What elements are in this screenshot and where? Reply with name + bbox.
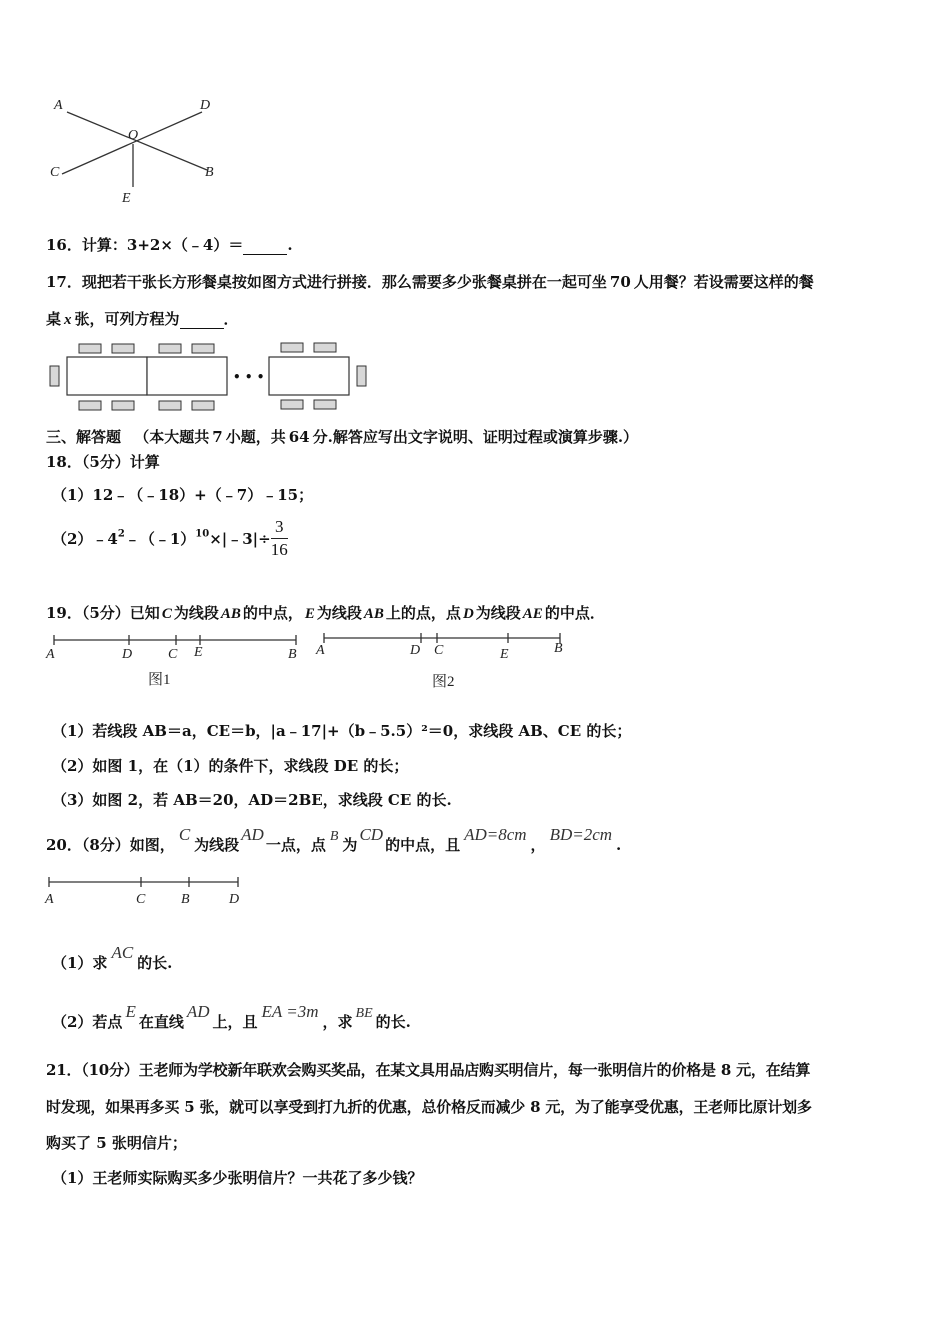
label-A: A	[54, 98, 63, 113]
q18-p2-sup2: 10	[195, 528, 210, 540]
question-19-head	[46, 602, 605, 623]
chair	[314, 400, 336, 409]
q20-t3: 为	[342, 836, 358, 854]
fraction-numerator: 3	[271, 518, 288, 539]
chair	[112, 344, 134, 353]
question-21-line3: 购买了 5 张明信片；	[46, 1134, 187, 1152]
section-3-n64: 64	[288, 428, 310, 446]
q20-p2a: （2）若点	[52, 1013, 123, 1031]
table-figure	[46, 340, 376, 415]
chair	[159, 344, 181, 353]
q19-C: C	[161, 606, 172, 622]
section-3-title: 三、解答题	[46, 428, 122, 446]
chair	[192, 401, 214, 410]
segment-figures-19	[40, 628, 580, 694]
q18-p2-mid: ﹣（﹣1）	[124, 530, 196, 548]
q19-AB2: AB	[363, 606, 384, 622]
chair	[192, 344, 214, 353]
fraction-denominator: 16	[270, 540, 288, 559]
chair	[314, 343, 336, 352]
q16-number: 16．	[46, 236, 82, 254]
table-rect	[147, 357, 227, 395]
section-3-note3: 分.解答应写出文字说明、证明过程或演算步骤.）	[312, 428, 639, 446]
q17-seventy: 70	[609, 273, 631, 291]
q17-end: ．	[223, 310, 239, 328]
q17-text-c: 桌	[46, 310, 62, 328]
question-17-line1	[46, 271, 814, 292]
q20-EA3: EA =3m	[261, 1002, 319, 1021]
q20-p1a: （1）求	[52, 954, 108, 972]
q20-CD: CD	[359, 825, 384, 844]
fig1-label-A: A	[46, 647, 55, 662]
question-20-part2	[52, 1002, 411, 1032]
q19-text-g: 的中点．	[544, 604, 605, 622]
question-18-part2	[52, 518, 288, 559]
question-20-part1	[52, 943, 173, 973]
fig20-label-B: B	[181, 892, 190, 907]
label-C: C	[50, 165, 60, 180]
q18-p2-pre: （2）﹣4	[52, 530, 118, 548]
label-O: O	[128, 128, 139, 143]
fig20-label-C: C	[136, 892, 146, 907]
chair	[281, 343, 303, 352]
label-B: B	[205, 165, 214, 180]
q20-head: 20．（8分）如图，	[46, 836, 175, 854]
angle-figure	[40, 92, 240, 210]
q19-D: D	[462, 606, 474, 622]
chair	[79, 344, 101, 353]
table-rect	[269, 357, 349, 395]
q18-p2-post: ×|﹣3|÷	[209, 530, 271, 548]
question-21-line2: 时发现，如果再多买 5 张，就可以享受到打九折的优惠，总价格反而减少 8 元，为了能享受优惠，王老师比原计划多	[46, 1098, 812, 1116]
q20-E: E	[125, 1002, 136, 1021]
q20-p2b: 在直线	[138, 1013, 184, 1031]
q19-E: E	[304, 606, 315, 622]
q20-p1b: 的长.	[137, 954, 173, 972]
q19-AB: AB	[220, 606, 241, 622]
label-D: D	[200, 98, 211, 113]
q19-AE: AE	[522, 606, 543, 622]
q17-text-b: 人用餐？若设需要这样的餐	[633, 273, 814, 291]
chair	[79, 401, 101, 410]
fig2-label-B: B	[554, 641, 563, 656]
fig2-label-A: A	[316, 643, 325, 658]
question-19-part3: （3）如图 2，若 AB＝20，AD＝2BE，求线段 CE 的长.	[52, 791, 452, 809]
question-19-part2: （2）如图 1，在（1）的条件下，求线段 DE 的长；	[52, 757, 409, 775]
fig1-caption: 图1	[148, 672, 171, 688]
ellipsis-dots: • • •	[233, 370, 265, 384]
section-3-note: （本大题共	[134, 428, 210, 446]
section-3-n7: 7	[212, 428, 223, 446]
fig20-label-A: A	[45, 892, 54, 907]
q16-expression: 3+2×（﹣4）＝	[126, 236, 244, 254]
q16-label: 计算：	[81, 236, 127, 254]
fig2-label-E: E	[500, 647, 509, 662]
question-18-part1: （1）12﹣（﹣18）+（﹣7）﹣15；	[52, 486, 314, 504]
q20-p2e: 的长.	[375, 1013, 411, 1031]
q19-text-a: 19．（5分）已知	[46, 604, 160, 622]
fig2-label-D: D	[410, 643, 421, 658]
q18-fraction	[271, 518, 288, 559]
q19-text-f: 为线段	[475, 604, 521, 622]
section-3-note2: 小题，共	[225, 428, 286, 446]
q20-BD2: BD=2cm	[549, 825, 613, 844]
q16-end: .	[287, 236, 293, 254]
section-3-header	[46, 426, 638, 447]
question-20-head	[46, 825, 622, 855]
q20-t1: 为线段	[194, 836, 240, 854]
question-18-head: 18．（5分）计算	[46, 453, 160, 471]
fig1-label-E: E	[194, 645, 203, 660]
fig2-label-C: C	[434, 643, 444, 658]
q20-B: B	[329, 829, 339, 844]
q20-dot: .	[616, 836, 622, 854]
table-rect	[67, 357, 147, 395]
q20-t4: 的中点，且	[385, 836, 461, 854]
fig2-caption: 图2	[432, 674, 455, 690]
q20-p2c: 上，且	[212, 1013, 258, 1031]
q20-C: C	[178, 825, 191, 844]
q19-text-b: 为线段	[173, 604, 219, 622]
label-E: E	[122, 191, 131, 206]
q20-t2: 一点，点	[265, 836, 326, 854]
q20-AD2: AD	[186, 1002, 210, 1021]
q20-p2d: ，求	[322, 1013, 353, 1031]
q20-AC: AC	[111, 943, 134, 962]
question-17-line2	[46, 308, 239, 329]
fig20-label-D: D	[229, 892, 240, 907]
chair	[159, 401, 181, 410]
segment-figure-20	[40, 872, 260, 912]
q19-text-d: 为线段	[316, 604, 362, 622]
line-CD	[62, 112, 202, 174]
q19-text-e: 上的点，点	[385, 604, 461, 622]
q18-p2-sup: 2	[117, 528, 125, 540]
chair	[357, 366, 366, 386]
q17-text-a: 现把若干张长方形餐桌按如图方式进行拼接．那么需要多少张餐桌拼在一起可坐	[81, 273, 607, 291]
q20-BE: BE	[355, 1006, 373, 1021]
q16-answer-blank[interactable]	[243, 236, 287, 255]
q17-number: 17．	[46, 273, 82, 291]
q20-AD: AD	[241, 825, 264, 844]
question-21-part1: （1）王老师实际购买多少张明信片？一共花了多少钱？	[52, 1169, 423, 1187]
question-21-line1: 21．（10分）王老师为学校新年联欢会购买奖品，在某文具用品店购买明信片，每一张明信片的价格是 8 元，在结算	[46, 1061, 811, 1079]
chair	[50, 366, 59, 386]
chair	[281, 400, 303, 409]
chair	[112, 401, 134, 410]
question-19-part1: （1）若线段 AB＝a，CE＝b，|a﹣17|+（b﹣5.5）²＝0，求线段 AB、CE 的长；	[52, 722, 632, 740]
q17-text-d: 张，可列方程为	[74, 310, 180, 328]
q19-text-c: 的中点，	[242, 604, 303, 622]
question-16	[46, 234, 293, 255]
q20-comma: ，	[530, 836, 546, 854]
fig1-label-B: B	[288, 647, 297, 662]
fig1-label-D: D	[122, 647, 133, 662]
q20-AD8: AD=8cm	[464, 825, 527, 844]
fig1-label-C: C	[168, 647, 178, 662]
q17-var-x: x	[64, 312, 72, 328]
q17-answer-blank[interactable]	[180, 310, 224, 329]
